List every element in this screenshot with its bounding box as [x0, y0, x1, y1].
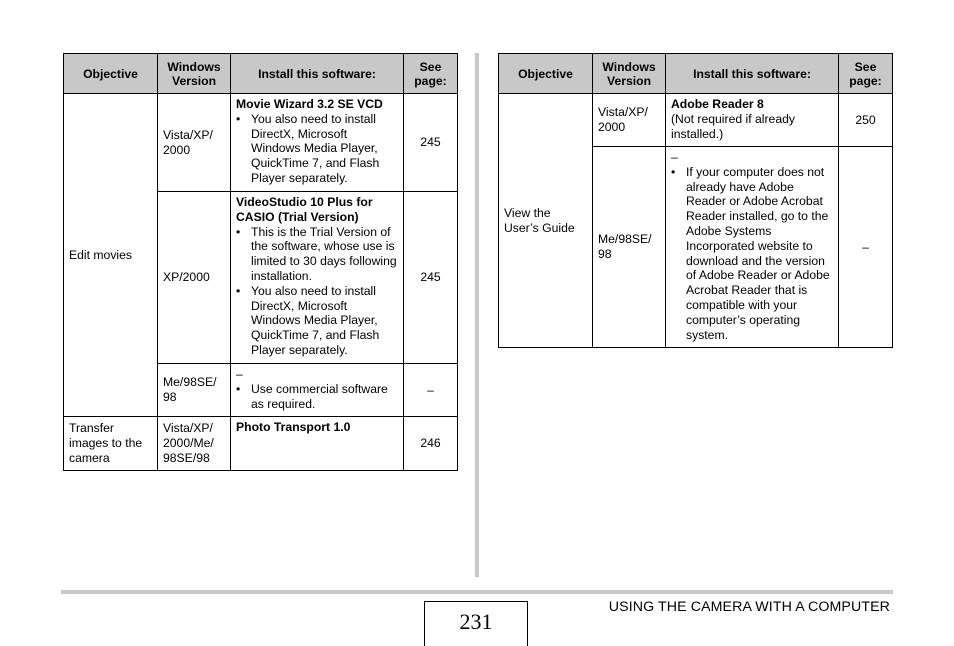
product-name: Adobe Reader 8: [671, 97, 764, 111]
header-windows-version: Windows Version: [593, 54, 666, 94]
column-divider: [475, 53, 479, 577]
product-name: VideoStudio 10 Plus for CASIO (Trial Version): [236, 195, 373, 224]
header-objective: Objective: [64, 54, 158, 94]
table-row: [64, 417, 458, 471]
page-number: 231: [424, 601, 528, 646]
software-cell: [231, 192, 404, 364]
version-cell: Vista/XP/ 2000: [593, 94, 666, 147]
version-cell: Vista/XP/ 2000/Me/ 98SE/98: [158, 417, 231, 471]
left-software-table: [63, 53, 458, 471]
bullet-item: • Use commercial software as required.: [251, 382, 398, 412]
bullet-list: [236, 382, 398, 412]
dash-text: –: [236, 367, 243, 381]
bullet-list: [671, 165, 833, 343]
section-title: USING THE CAMERA WITH A COMPUTER: [608, 599, 890, 615]
header-objective: Objective: [499, 54, 593, 94]
page-ref-cell: –: [839, 147, 893, 348]
software-cell: [231, 94, 404, 192]
bullet-list: [236, 112, 398, 186]
product-name: Photo Transport 1.0: [236, 420, 351, 434]
version-cell: Me/98SE/ 98: [158, 364, 231, 417]
version-cell: XP/2000: [158, 192, 231, 364]
product-name: Movie Wizard 3.2 SE VCD: [236, 97, 383, 111]
software-cell: [666, 147, 839, 348]
version-cell: Vista/XP/ 2000: [158, 94, 231, 192]
table-row: [64, 94, 458, 192]
page-ref-cell: 250: [839, 94, 893, 147]
header-install-software: Install this software:: [666, 54, 839, 94]
bullet-item: • If your computer does not already have Adobe Reader or Adobe Acrobat Reader installed, go to the Adobe Systems Incorporated website to download and the version of Adobe Reader or Adobe Acrobat Reader that is compatible with your computer’s operating system.: [686, 165, 833, 343]
bullet-list: [236, 225, 398, 358]
objective-cell: Transfer images to the camera: [64, 417, 158, 471]
page-ref-cell: –: [404, 364, 458, 417]
objective-cell: View the User’s Guide: [499, 94, 593, 348]
product-note: (Not required if already installed.): [671, 111, 795, 141]
header-see-page: See page:: [839, 54, 893, 94]
software-cell: [231, 417, 404, 471]
software-cell: [666, 94, 839, 147]
header-windows-version: Windows Version: [158, 54, 231, 94]
dash-text: –: [671, 150, 678, 164]
version-cell: Me/98SE/ 98: [593, 147, 666, 348]
page-ref-cell: 245: [404, 94, 458, 192]
right-software-table: [498, 53, 893, 348]
objective-cell: Edit movies: [64, 94, 158, 417]
header-see-page: See page:: [404, 54, 458, 94]
bullet-item: • This is the Trial Version of the software, whose use is limited to 30 days following installation.: [251, 225, 398, 284]
page-ref-cell: 246: [404, 417, 458, 471]
page-ref-cell: 245: [404, 192, 458, 364]
bullet-item: • You also need to install DirectX, Microsoft Windows Media Player, QuickTime 7, and Flash Player separately.: [251, 284, 398, 358]
footer-rule: [61, 590, 893, 594]
bullet-item: • You also need to install DirectX, Microsoft Windows Media Player, QuickTime 7, and Flash Player separately.: [251, 112, 398, 186]
header-install-software: Install this software:: [231, 54, 404, 94]
software-cell: [231, 364, 404, 417]
table-row: [499, 94, 893, 147]
